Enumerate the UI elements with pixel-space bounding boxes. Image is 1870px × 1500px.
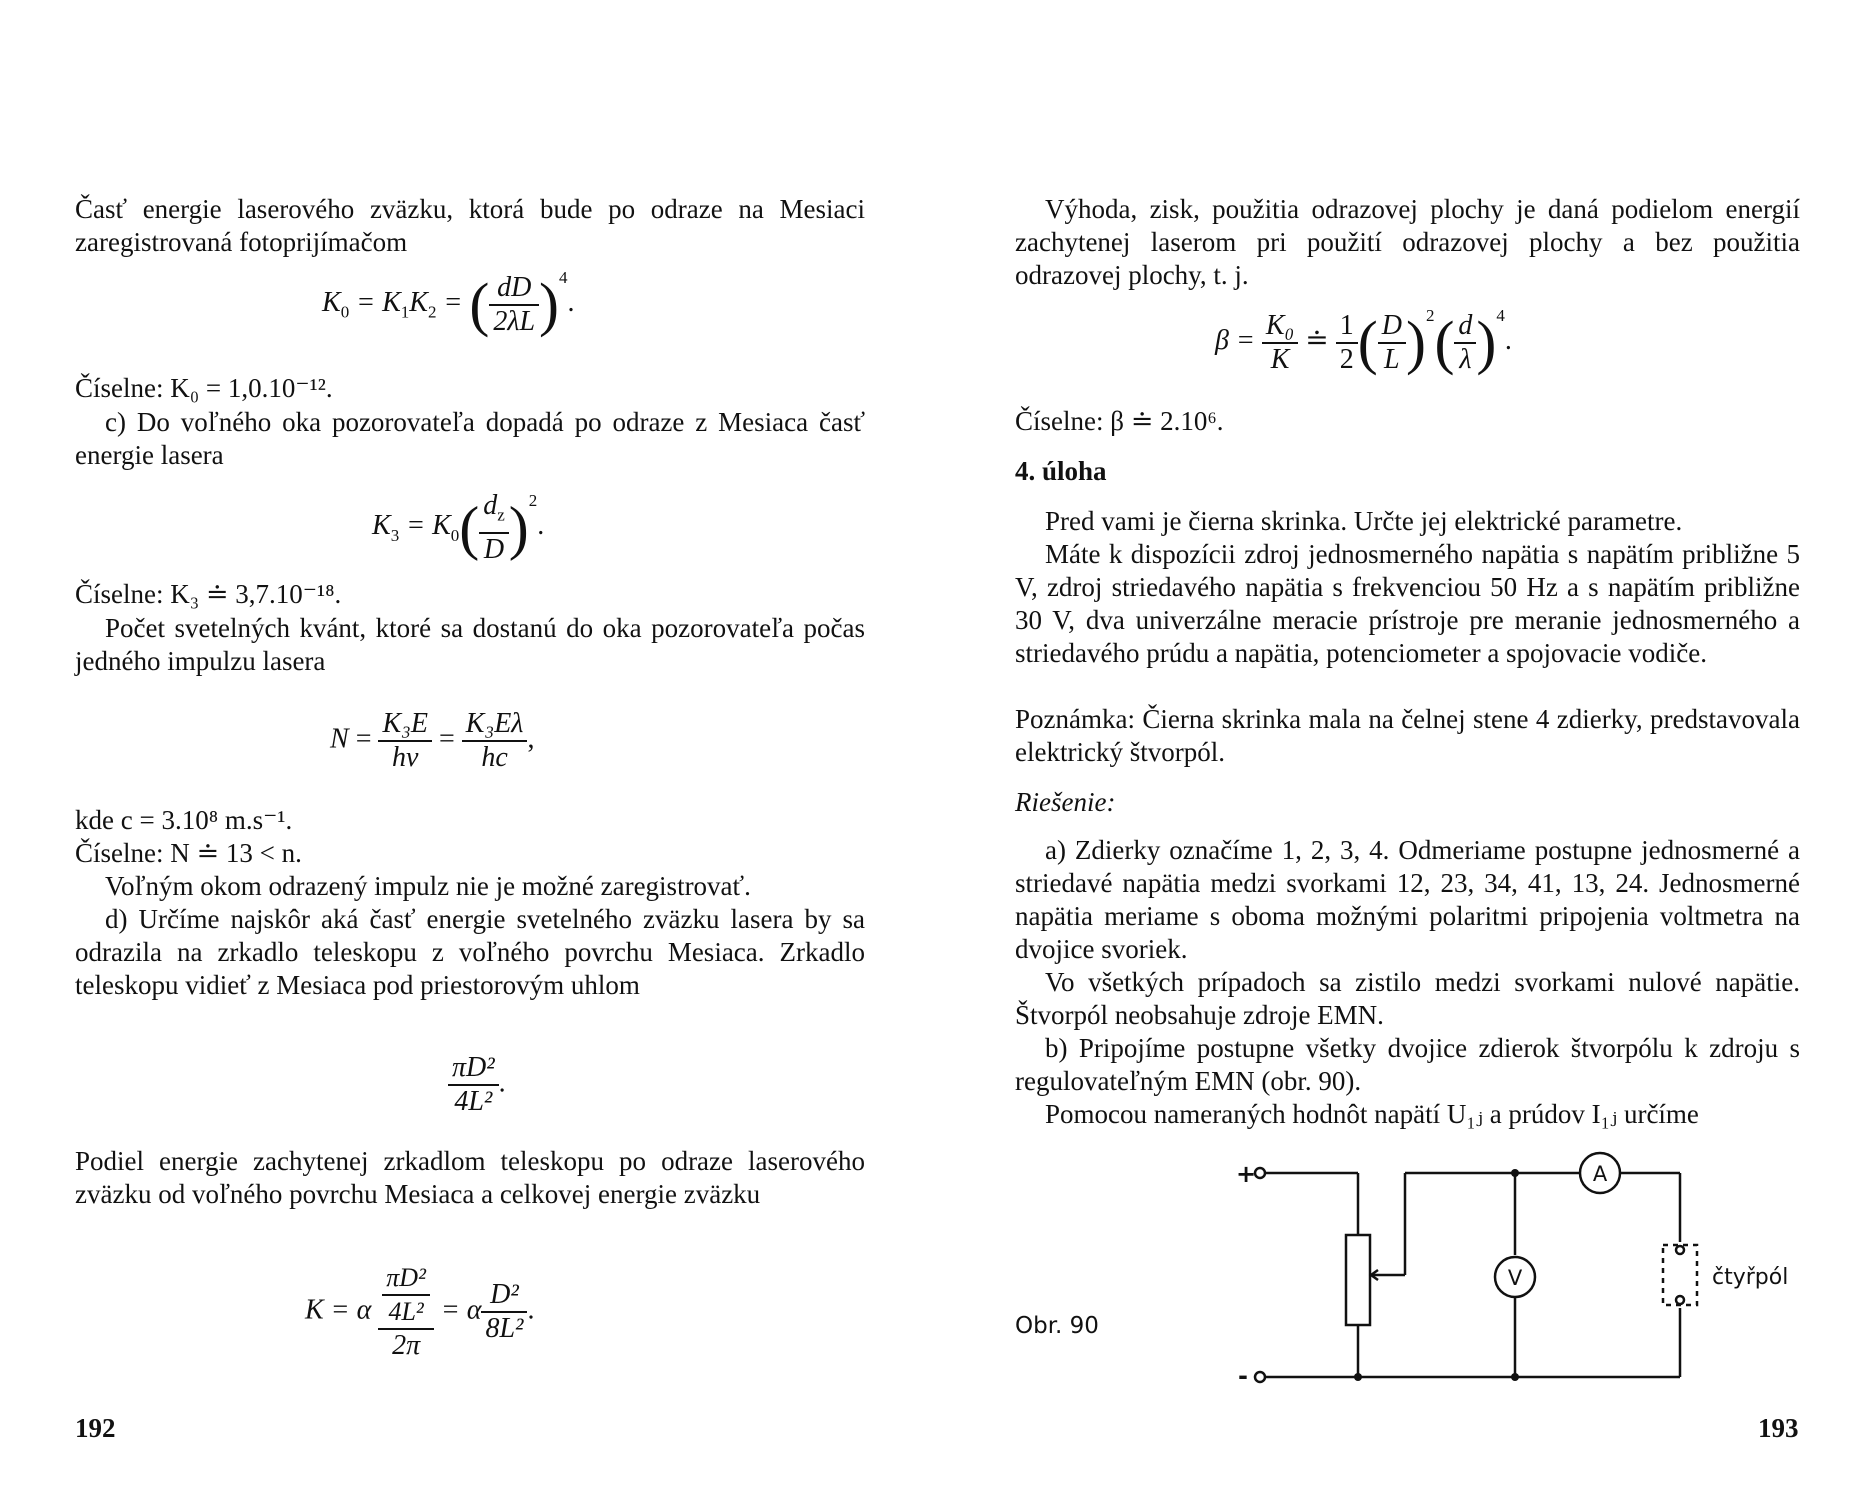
plus-sign: + <box>1236 1160 1257 1188</box>
task-heading: 4. úloha <box>1015 456 1107 486</box>
paragraph-energy-fraction: Časť energie laserového zväzku, ktorá bude po odraze na Mesiaci zaregistrovaná fotoprijímačom <box>75 194 865 257</box>
page-number-right: 193 <box>1758 1413 1799 1443</box>
numeric-k3: Číselne: K₃ ≐ 3,7.10⁻¹⁸. <box>75 579 342 609</box>
paragraph-gain: Výhoda, zisk, použitia odrazovej plochy je daná podielom energií zachytenej laserom pri použití odrazovej plochy a bez použitia odrazovej plochy, t. j. <box>1015 194 1800 290</box>
paragraph-zero-voltage: Vo všetkých prípadoch sa zistilo medzi svorkami nulové napätie. Štvorpól neobsahuje zdroje EMN. <box>1015 967 1800 1030</box>
formula-k: K = α $\frac{\frac{\text{πD²}}{\text{4L²}}}{2\pi}$ = α $\frac{\text{D²}}{\text{8L²}}$ . <box>305 1263 535 1361</box>
plus-terminal <box>1255 1168 1265 1178</box>
potentiometer <box>1346 1235 1370 1325</box>
speed-of-light: kde c = 3.10⁸ m.s⁻¹. <box>75 805 293 835</box>
formula-n: N = $\frac{\text{K₃E}}{h\nu}$ = $\frac{\text{K₃Eλ}}{hc}$ , <box>330 708 535 773</box>
solution-heading: Riešenie: <box>1015 787 1116 817</box>
paragraph-a: a) Zdierky označíme 1, 2, 3, 4. Odmeriame postupne jednosmerné a striedavé napätia medzi svorkami 12, 23, 34, 41, 13, 24. Jednosmerné napätia meriame s oboma možnými polaritmi pripojenia voltmetra na dvojice svoriek. <box>1015 835 1800 964</box>
paragraph-b: b) Pripojíme postupne všetky dvojice zdierok štvorpólu k zdroju s regulovateľným EMN (obr. 90). <box>1015 1033 1800 1096</box>
paragraph-ratio: Podiel energie zachytenej zrkadlom teleskopu po odraze laserového zväzku od voľného povrchu Mesiaca a celkovej energie zväzku <box>75 1146 865 1209</box>
paragraph-equipment: Máte k dispozícii zdroj jednosmerného napätia s napätím približne 5 V, zdroj striedavého napätia s frekvenciou 50 Hz a s napätím približne 30 V, dva univerzálne meracie prístroje pre meranie jednosmerného a striedavého prúdu a napätia, potenciometer a spojovacie vodiče. <box>1015 539 1800 668</box>
paragraph-photons: Počet svetelných kvánt, ktoré sa dostanú do oka pozorovateľa počas jedného impulzu lasera <box>75 613 865 676</box>
paragraph-d: d) Určíme najskôr aká časť energie svetelného zväzku lasera by sa odrazila na zrkadlo teleskopu z voľného povrchu Mesiaca. Zrkadlo teleskopu vidieť z Mesiaca pod priestorovým uhlom <box>75 904 865 1000</box>
figure-caption: Obr. 90 <box>1015 1313 1099 1339</box>
minus-sign: - <box>1238 1362 1248 1390</box>
formula-beta: β = $\frac{\text{K₀}}{K}$ ≐ $\frac{1}{2}$ ( $\frac{D}{L}$ )$^2$( $\frac{d}{\lambda}$ )$^4$. <box>1215 306 1512 376</box>
circuit-diagram <box>1210 1150 1810 1390</box>
quadripole-label: čtyřpól <box>1712 1265 1789 1290</box>
paragraph-black-box: Pred vami je čierna skrinka. Určte jej elektrické parametre. <box>1045 506 1683 536</box>
ammeter-label: A <box>1592 1162 1608 1186</box>
numeric-beta: Číselne: β ≐ 2.10⁶. <box>1015 406 1224 436</box>
page-number-left: 192 <box>75 1413 116 1443</box>
paragraph-c: c) Do voľného oka pozorovateľa dopadá po odraze z Mesiaca časť energie lasera <box>75 407 865 470</box>
numeric-n: Číselne: N ≐ 13 < n. <box>75 838 302 868</box>
numeric-k0: Číselne: K₀ = 1,0.10⁻¹². <box>75 373 333 403</box>
paragraph-measured: Pomocou nameraných hodnôt napätí U₁ⱼ a prúdov I₁ⱼ určíme <box>1045 1099 1699 1129</box>
naked-eye-sentence: Voľným okom odrazený impulz nie je možné zaregistrovať. <box>105 871 751 901</box>
formula-k3: $K_3 = K_0$( $\frac{d_z}{D}$ )$^2$. <box>372 490 545 565</box>
paragraph-note: Poznámka: Čierna skrinka mala na čelnej stene 4 zdierky, predstavovala elektrický štvorpól. <box>1015 704 1800 767</box>
minus-terminal <box>1255 1372 1265 1382</box>
voltmeter-label: V <box>1507 1266 1523 1290</box>
formula-k0: $K_0 = K_1K_2$ = ( $\frac{dD}{2\lambda L}$ )$^4$. <box>322 268 575 338</box>
formula-solid-angle: $\frac{\text{πD²}}{\text{4L²}}$ . <box>448 1052 506 1118</box>
